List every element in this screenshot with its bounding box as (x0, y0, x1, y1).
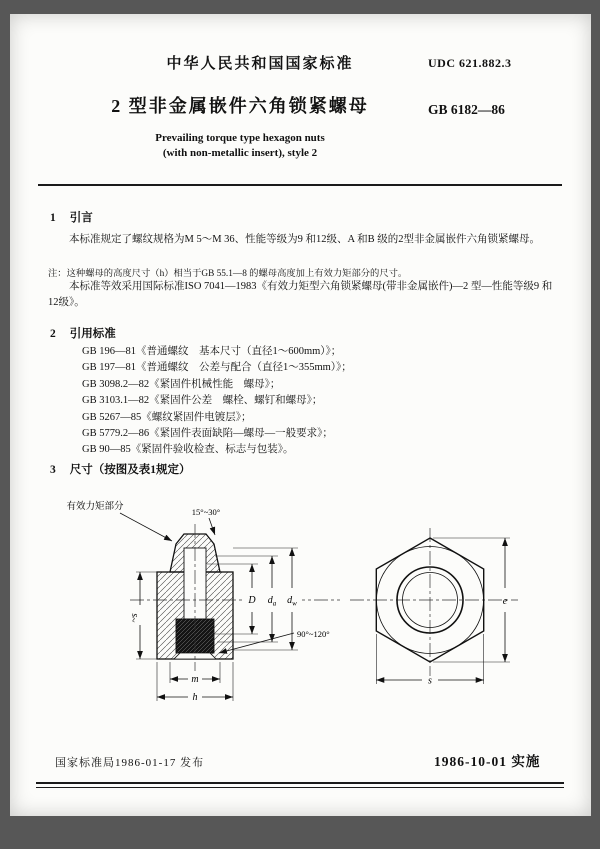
list-item: GB 90—85《紧固件验收检查、标志与包装》。 (82, 444, 294, 456)
english-title-line1: Prevailing torque type hexagon nuts (155, 132, 325, 144)
left-dim-label: ~s (129, 613, 140, 623)
torque-leader-line (120, 513, 172, 541)
nut-section-view (66, 500, 340, 703)
referenced-standards-list (82, 344, 352, 459)
section-2-title: 引用标准 (69, 328, 116, 340)
technical-drawing (10, 484, 591, 719)
footer-rule-bottom (36, 787, 564, 788)
header-rule (38, 184, 562, 186)
intro-paragraph-2: 本标准等效采用国际标准ISO 7041—1983《有效力矩型六角锁紧螺母(带非金属嵌件)—2 型—性能等级9 和12级》。 (48, 281, 553, 308)
section-2-heading (50, 325, 116, 341)
section-3-title: 尺寸（按图及表1规定） (69, 464, 191, 476)
dim-label-dw-main: d (287, 595, 293, 606)
dim-label-D: D (248, 595, 256, 606)
dim-label-da-sub: a (272, 599, 277, 608)
dim-label-e: e (502, 596, 508, 607)
torque-part-label: 有效力矩部分 (66, 502, 124, 512)
udc-number: UDC 621.882.3 (428, 56, 512, 70)
list-item: GB 196—81《普通螺纹 基本尺寸（直径1～600mm）》； (82, 346, 342, 357)
top-angle-label: 15°~30° (191, 507, 221, 517)
list-item: GB 5779.2—86《紧固件表面缺陷—螺母—一般要求》； (82, 428, 333, 440)
section-2-number: 2 (50, 328, 56, 340)
page-title: 2 型非金属嵌件六角锁紧螺母 (111, 96, 369, 116)
top-angle-leader (209, 518, 215, 535)
section-1-number: 1 (50, 212, 56, 224)
section-1-title: 引言 (69, 212, 93, 224)
bottom-angle-label: 90°~120° (297, 629, 330, 639)
section-3-number: 3 (50, 464, 56, 476)
list-item: GB 197—81《普通螺纹 公差与配合（直径1～355mm）》； (82, 362, 352, 374)
dim-label-h: h (192, 692, 198, 703)
nut-hexagon-view (350, 528, 518, 687)
footer-issue-info: 国家标准局1986-01-17 发布 (55, 757, 205, 769)
section-1-heading (50, 209, 93, 225)
english-title-line2: (with non-metallic insert), style 2 (162, 147, 318, 159)
dim-label-dw-sub: w (292, 599, 297, 608)
list-item: GB 3098.2—82《紧固件机械性能 螺母》； (82, 378, 281, 390)
section-3-heading (50, 461, 191, 477)
footer-implement-info: 1986-10-01 实施 (434, 754, 541, 769)
dim-label-s: s (428, 675, 432, 687)
paper-sheet (10, 14, 591, 816)
standard-code: GB 6182—86 (428, 102, 505, 117)
intro-note: 注：这种螺母的高度尺寸（h）相当于GB 55.1—8 的螺母高度加上有效力矩部分的尺寸。 (48, 269, 408, 279)
footer-rule-top (36, 782, 564, 784)
dim-label-m: m (191, 674, 199, 685)
standard-org-title: 中华人民共和国国家标准 (166, 56, 354, 72)
list-item: GB 5267—85《螺纹紧固件电镀层》； (82, 411, 252, 423)
list-item: GB 3103.1—82《紧固件公差 螺栓、螺钉和螺母》； (82, 395, 323, 407)
intro-paragraph-1: 本标准规定了螺纹规格为M 5～M 36、性能等级为9 和12级、A 和B 级的2型非金属嵌件六角锁紧螺母。 (69, 234, 541, 245)
dim-label-da-main: d (267, 595, 273, 606)
